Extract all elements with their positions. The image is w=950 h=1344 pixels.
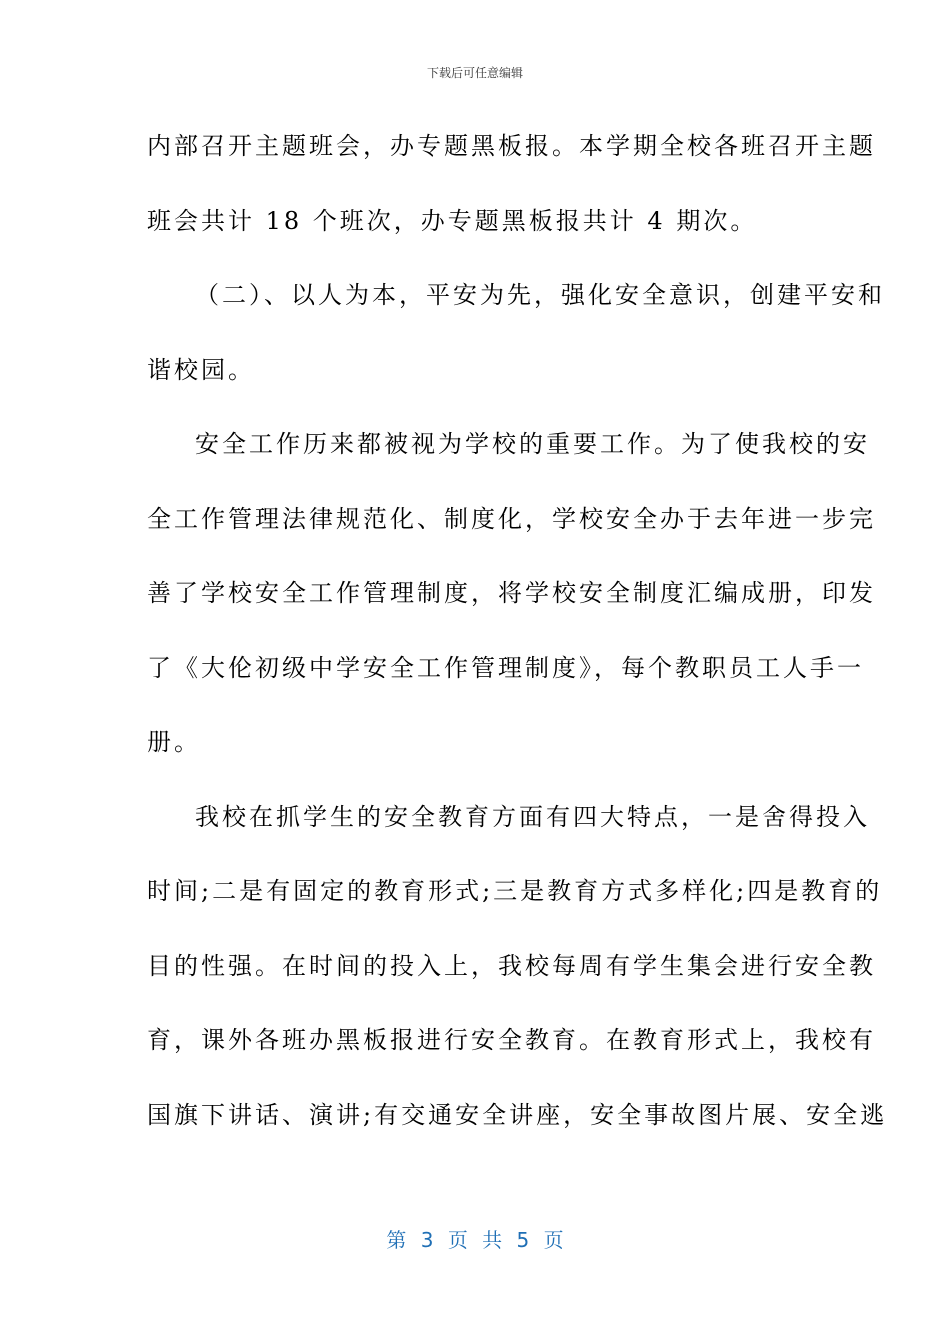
text-line: 育，课外各班办黑板报进行安全教育。在教育形式上，我校有 <box>147 1026 876 1054</box>
text-line: 时间;二是有固定的教育形式;三是教育方式多样化;四是教育的 <box>147 877 883 905</box>
text-line: 谐校园。 <box>147 355 255 384</box>
paragraph-first-line: 我校在抓学生的安全教育方面有四大特点，一是舍得投入 <box>195 802 870 831</box>
text-line: 国旗下讲话、演讲;有交通安全讲座，安全事故图片展、安全逃 <box>147 1100 888 1129</box>
text-line: 册。 <box>147 728 201 756</box>
text-line: 目的性强。在时间的投入上，我校每周有学生集会进行安全教 <box>147 951 876 980</box>
section-heading-line: （二）、以人为本，平安为先，强化安全意识，创建平安和 <box>195 281 885 309</box>
page-number-footer: 第 3 页 共 5 页 <box>386 1228 564 1252</box>
text-line: 了《大伦初级中学安全工作管理制度》，每个教职员工人手一 <box>147 653 864 682</box>
paragraph-first-line: 安全工作历来都被视为学校的重要工作。为了使我校的安 <box>195 430 870 458</box>
document-body <box>147 120 888 1163</box>
text-line: 善了学校安全工作管理制度，将学校安全制度汇编成册，印发 <box>147 579 876 607</box>
text-line: 班会共计 18 个班次，办专题黑板报共计 4 期次。 <box>147 206 758 235</box>
text-line: 内部召开主题班会，办专题黑板报。本学期全校各班召开主题 <box>147 132 876 160</box>
text-line: 全工作管理法律规范化、制度化，学校安全办于去年进一步完 <box>147 504 876 533</box>
header-note: 下载后可任意编辑 <box>426 66 523 80</box>
